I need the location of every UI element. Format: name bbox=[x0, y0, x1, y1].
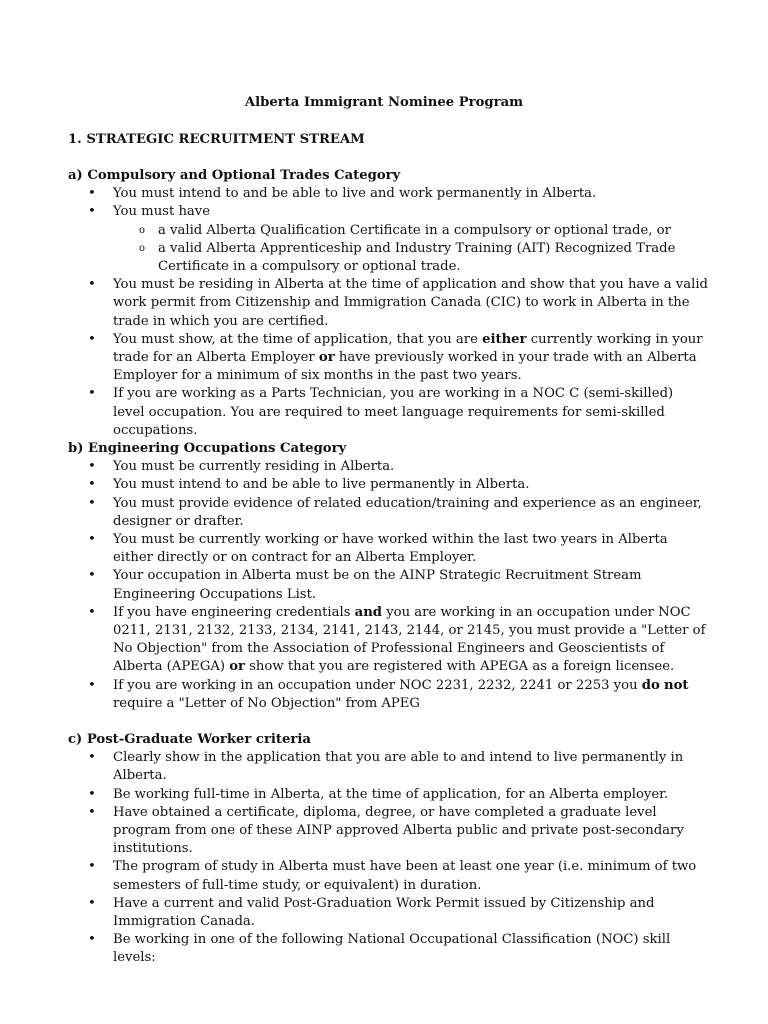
bullet-icon: • bbox=[88, 859, 96, 875]
bullet-icon: • bbox=[88, 677, 96, 693]
stream-title: 1. STRATEGIC RECRUITMENT STREAM bbox=[68, 132, 365, 147]
bullet-icon: • bbox=[88, 495, 96, 511]
list-item: • You must have o a valid Alberta Qualification Certificate in a compulsory or optional trade, or o a valid Alberta Apprenticeship and Industry Training (AIT) Recognized Trade Certificate in a compulsory or optional trade. bbox=[68, 203, 708, 276]
bullet-icon: • bbox=[88, 277, 96, 293]
list-item: • If you are working in an occupation under NOC 2231, 2232, 2241 or 2253 you do not require a "Letter of No Objection" from APEG bbox=[88, 677, 689, 711]
list-item: • If you have engineering credentials and you are working in an occupation under NOC 0211, 2131, 2132, 2133, 2134, 2141, 2143, 2144, or 2145, you must provide a "Letter of No Objection" from the Association of Professional Engineers and Geoscientists of Alberta (APEGA) or show that you are registered with APEGA as a foreign licensee. bbox=[88, 604, 706, 675]
bullet-icon: • bbox=[88, 895, 96, 911]
list-item: • You must provide evidence of related education/training and experience as an engineer, designer or drafter. bbox=[88, 495, 702, 529]
list-item: • You must show, at the time of application, that you are either currently working in your trade for an Alberta Employer or have previously worked in your trade with an Alberta Employer for a minimum of six months in the past two years. bbox=[88, 331, 703, 384]
circle-bullet-icon: o bbox=[139, 242, 146, 254]
list-item: • Have obtained a certificate, diploma, degree, or have completed a graduate level program from one of these AINP approved Alberta public and private post-secondary institutions. bbox=[88, 804, 684, 857]
bullet-icon: • bbox=[88, 204, 96, 220]
bullet-icon: • bbox=[88, 331, 96, 347]
list-item: • The program of study in Alberta must have been at least one year (i.e. minimum of two semesters of full-time study, or equivalent) in duration. bbox=[88, 859, 697, 893]
bullet-icon: • bbox=[88, 750, 96, 766]
list-item: • Clearly show in the application that you are able to and intend to live permanently in Alberta. bbox=[88, 750, 684, 784]
section-heading: a) Compulsory and Optional Trades Category bbox=[68, 168, 401, 183]
bullet-icon: • bbox=[88, 386, 96, 402]
section-heading: b) Engineering Occupations Category bbox=[68, 441, 347, 456]
list-item: • You must be currently working or have worked within the last two years in Alberta either directly or on contract for an Alberta Employer. bbox=[88, 532, 668, 566]
sub-list-item: o a valid Alberta Qualification Certificate in a compulsory or optional trade, or bbox=[113, 222, 708, 240]
bullet-icon: • bbox=[88, 477, 96, 493]
list-item: • You must intend to and be able to live and work permanently in Alberta. bbox=[68, 185, 708, 203]
list-item: • You must be currently residing in Alberta. bbox=[68, 458, 708, 476]
bullet-icon: • bbox=[88, 804, 96, 820]
list-item: • Be working in one of the following National Occupational Classification (NOC) skill levels: bbox=[88, 932, 671, 966]
bullet-icon: • bbox=[88, 604, 96, 620]
bullet-icon: • bbox=[88, 186, 96, 202]
list-item: • If you are working as a Parts Technician, you are working in a NOC C (semi-skilled) level occupation. You are required to meet language requirements for semi-skilled occupations. bbox=[88, 386, 674, 438]
sub-list-item: o a valid Alberta Apprenticeship and Industry Training (AIT) Recognized Trade Certificate in a compulsory or optional trade. bbox=[139, 240, 676, 275]
list-item: • Be working full-time in Alberta, at the time of application, for an Alberta employer. bbox=[68, 786, 708, 804]
bullet-icon: • bbox=[88, 459, 96, 475]
section-heading: c) Post-Graduate Worker criteria bbox=[68, 732, 311, 747]
list-item: • You must be residing in Alberta at the time of application and show that you have a valid work permit from Citizenship and Immigration Canada (CIC) to work in Alberta in the trade in which you are certified. bbox=[88, 277, 708, 329]
list-item: • Your occupation in Alberta must be on the AINP Strategic Recruitment Stream Engineering Occupations List. bbox=[88, 568, 642, 602]
document-title: Alberta Immigrant Nominee Program bbox=[244, 95, 524, 110]
circle-bullet-icon: o bbox=[139, 224, 146, 236]
list-item: • You must intend to and be able to live permanently in Alberta. bbox=[68, 476, 708, 494]
sub-bullet-list bbox=[113, 222, 708, 277]
section-trades-category bbox=[68, 167, 708, 440]
bullet-icon: • bbox=[88, 568, 96, 584]
list-item: • Have a current and valid Post-Graduation Work Permit issued by Citizenship and Immigration Canada. bbox=[88, 895, 655, 930]
bullet-list bbox=[68, 458, 708, 713]
section-post-graduate-criteria bbox=[68, 731, 708, 968]
bullet-icon: • bbox=[88, 532, 96, 548]
bullet-icon: • bbox=[88, 932, 96, 948]
bullet-list bbox=[68, 749, 708, 967]
bullet-list bbox=[68, 185, 708, 440]
bullet-icon: • bbox=[88, 786, 96, 802]
section-engineering-category bbox=[68, 440, 708, 713]
